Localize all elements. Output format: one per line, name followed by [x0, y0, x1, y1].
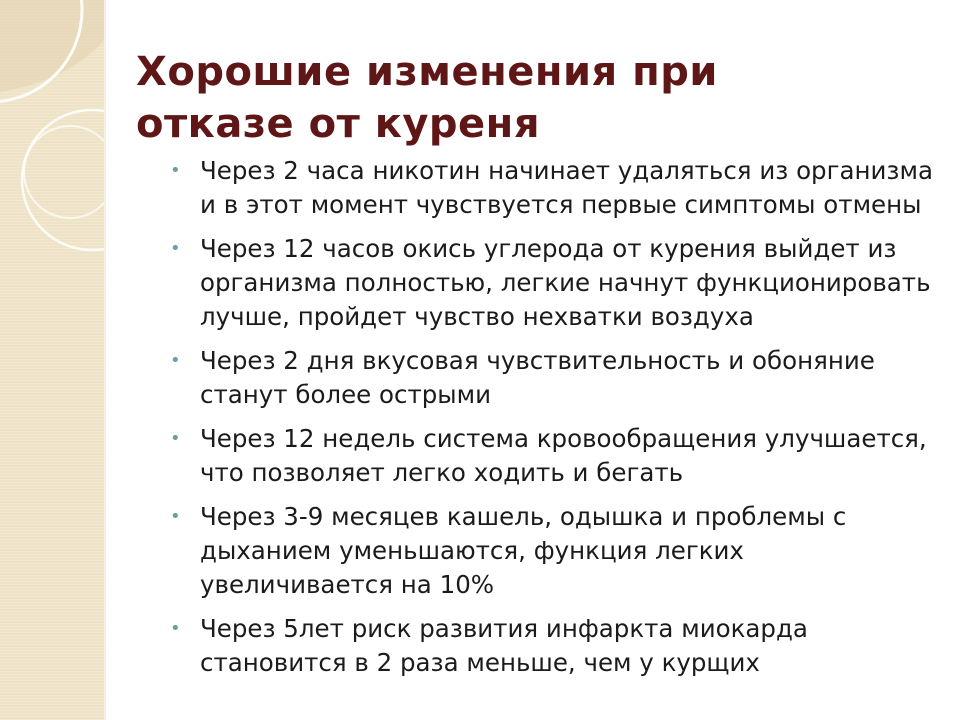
bullet-text: Через 5лет риск развития инфаркта миокарда становится в 2 раза меньше, чем у курщих — [200, 614, 808, 677]
bullet-text: Через 3-9 месяцев кашель, одышка и проблемы с дыханием уменьшаются, функция легких увеличивается на 10% — [200, 502, 847, 599]
bullet-icon: • — [170, 428, 181, 449]
bullet-text: Через 2 дня вкусовая чувствительность и обоняние станут более острыми — [200, 346, 875, 409]
bullet-text: Через 12 недель система кровообращения улучшается, что позволяет легко ходить и бегать — [200, 424, 927, 487]
decorative-circles — [0, 0, 104, 720]
bullet-text: Через 12 часов окись углерода от курения выйдет из организма полностью, легкие начнут функционировать лучше, пройдет чувство нехватки воздуха — [200, 234, 931, 331]
bullet-item — [170, 500, 940, 602]
bullet-icon: • — [170, 160, 181, 181]
bullet-item — [170, 232, 940, 334]
bullet-item — [170, 422, 940, 490]
bullet-item — [170, 344, 940, 412]
bullet-icon: • — [170, 350, 181, 371]
decorative-side-panel — [0, 0, 104, 720]
title-line-2: отказе от куреня — [136, 101, 540, 147]
bullet-item — [170, 612, 940, 680]
slide-title — [136, 46, 916, 150]
bullet-list — [170, 154, 940, 690]
title-line-1: Хорошие изменения при — [136, 49, 718, 95]
bullet-icon: • — [170, 506, 181, 527]
panel-divider — [104, 0, 106, 720]
bullet-icon: • — [170, 238, 181, 259]
bullet-item — [170, 154, 940, 222]
bullet-text: Через 2 часа никотин начинает удаляться из организма и в этот момент чувствуется первые симптомы отмены — [200, 156, 933, 219]
bullet-icon: • — [170, 618, 181, 639]
